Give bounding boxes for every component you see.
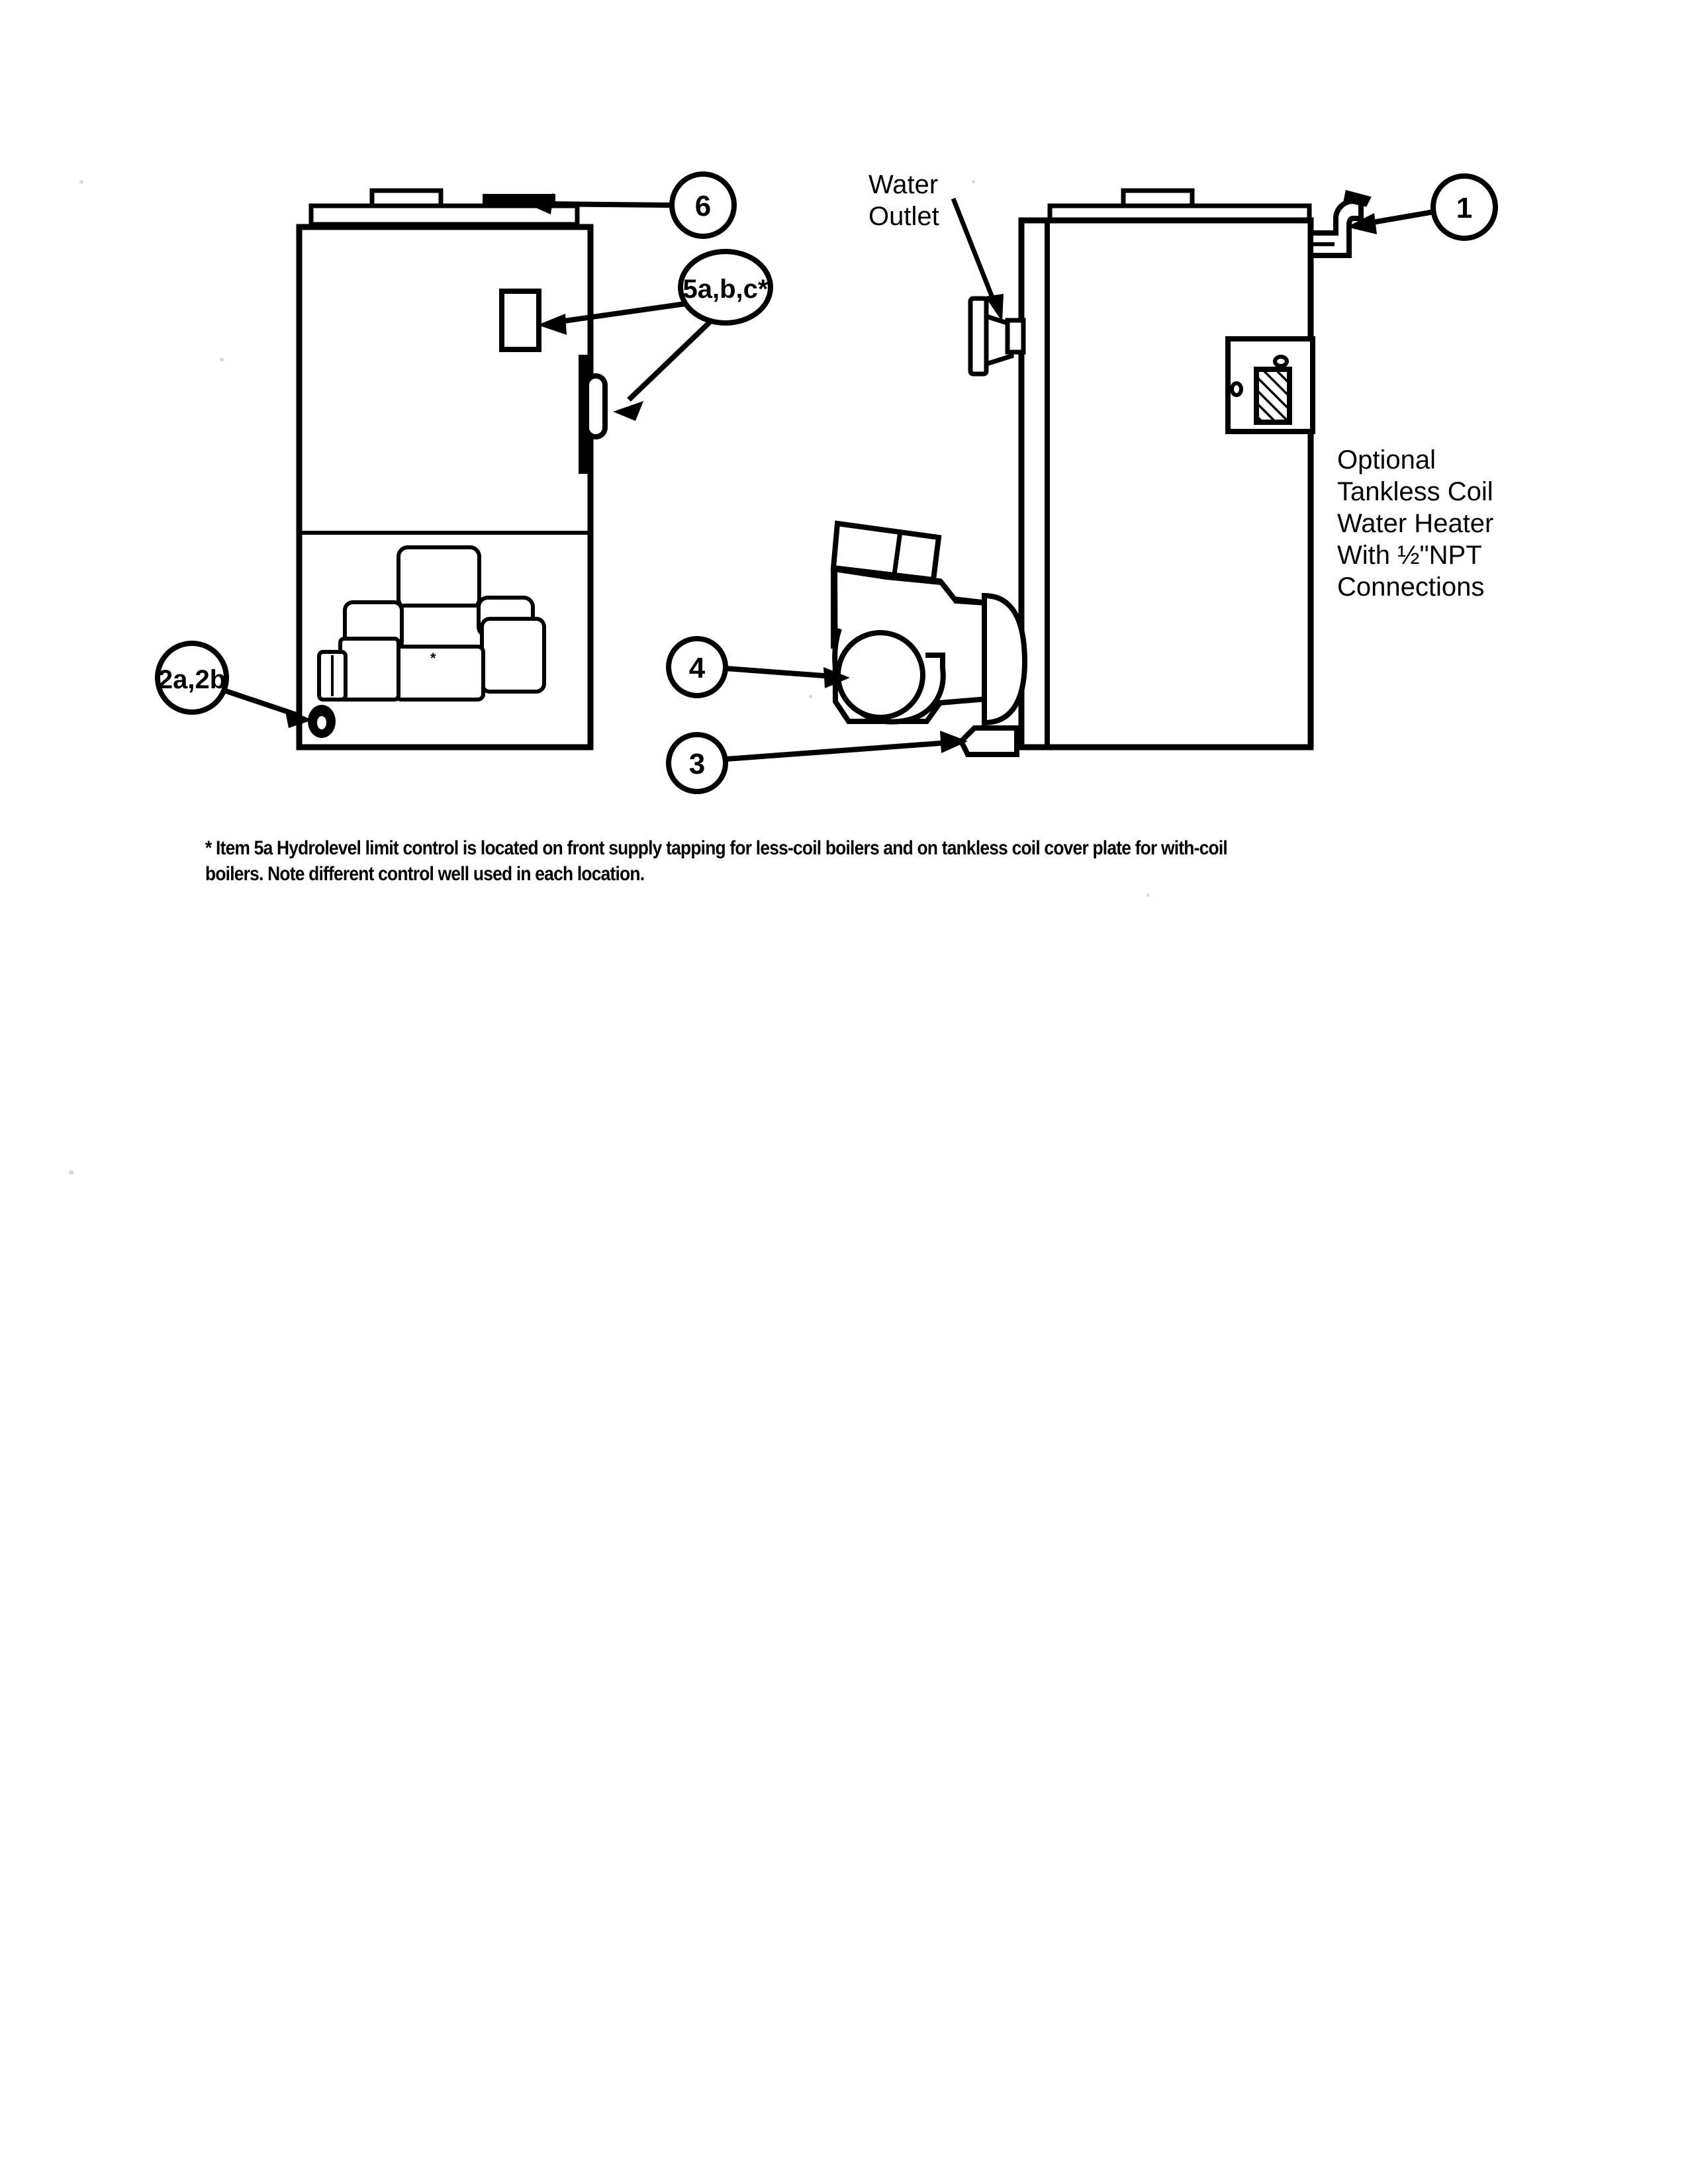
- callout-5abc-label: 5a,b,c*: [682, 275, 769, 304]
- callout-6-leader: [544, 204, 672, 205]
- callout-3[interactable]: [669, 731, 968, 792]
- water-outlet-line-2: Outlet: [868, 202, 939, 231]
- pump-lower-left-block: [340, 639, 399, 700]
- callout-5abc-leader-lower: [629, 322, 710, 400]
- tankless-coil-line-2: Tankless Coil: [1337, 477, 1493, 506]
- tankless-coil-line-4: With ½"NPT: [1337, 541, 1482, 570]
- water-outlet-leader: [953, 199, 996, 306]
- drain-valve-inner: [317, 716, 326, 729]
- boiler-side-view: [833, 191, 1368, 754]
- callout-5abc-arrowhead-lower: [613, 401, 643, 421]
- pump-upper-block: [399, 547, 479, 608]
- blower-wheel: [838, 633, 923, 717]
- pump-lower-center-block: [396, 647, 483, 700]
- cover-plate-bolt-left: [1232, 383, 1241, 395]
- callout-3-label: 3: [688, 748, 706, 780]
- water-outlet-flange-plate: [970, 298, 986, 374]
- pump-right-lower-block: [482, 619, 544, 692]
- callout-1[interactable]: [1346, 176, 1495, 238]
- control-well-capsule: [586, 376, 605, 437]
- jacket-top-rail-front: [311, 206, 577, 224]
- boiler-front-view: [299, 191, 605, 747]
- burner-mounting-flange: [984, 596, 1025, 723]
- asterisk-mark: *: [430, 650, 436, 666]
- elbow-top-tab: [1346, 193, 1368, 204]
- tankless-coil-window: [1256, 369, 1289, 422]
- tankless-coil-line-5: Connections: [1337, 572, 1485, 602]
- boiler-parts-diagram: [0, 0, 1688, 960]
- supply-tapping-strip-lower: [579, 439, 588, 474]
- tankless-coil-line-3: Water Heater: [1337, 509, 1494, 538]
- callout-6-label: 6: [694, 190, 712, 222]
- burner-assembly: [833, 523, 1025, 754]
- callout-4[interactable]: [669, 639, 850, 696]
- callout-4-leader: [726, 668, 833, 676]
- tankless-coil-label: [1337, 445, 1493, 602]
- water-outlet-nipple: [1008, 320, 1023, 352]
- scan-speck: [69, 1170, 73, 1175]
- limit-control-box: [502, 291, 539, 349]
- footnote-5a: * Item 5a Hydrolevel limit control is located on front supply tapping for less-coil boilers and on tankless coil cover plate for with-coil boilers. Note different control well used in each location.: [205, 837, 1227, 885]
- callout-2a2b-label: 2a,2b: [158, 665, 226, 694]
- callout-1-label: 1: [1456, 192, 1473, 224]
- drain-nipple-side: [961, 728, 1017, 754]
- callout-4-label: 4: [688, 652, 706, 684]
- callout-3-leader: [726, 743, 949, 759]
- tankless-coil-line-1: Optional: [1337, 445, 1436, 475]
- water-outlet-line-1: Water: [868, 170, 939, 199]
- cover-plate-bolt-top: [1275, 357, 1287, 366]
- callout-2a2b[interactable]: [158, 643, 312, 728]
- boiler-body-side: [1021, 220, 1311, 747]
